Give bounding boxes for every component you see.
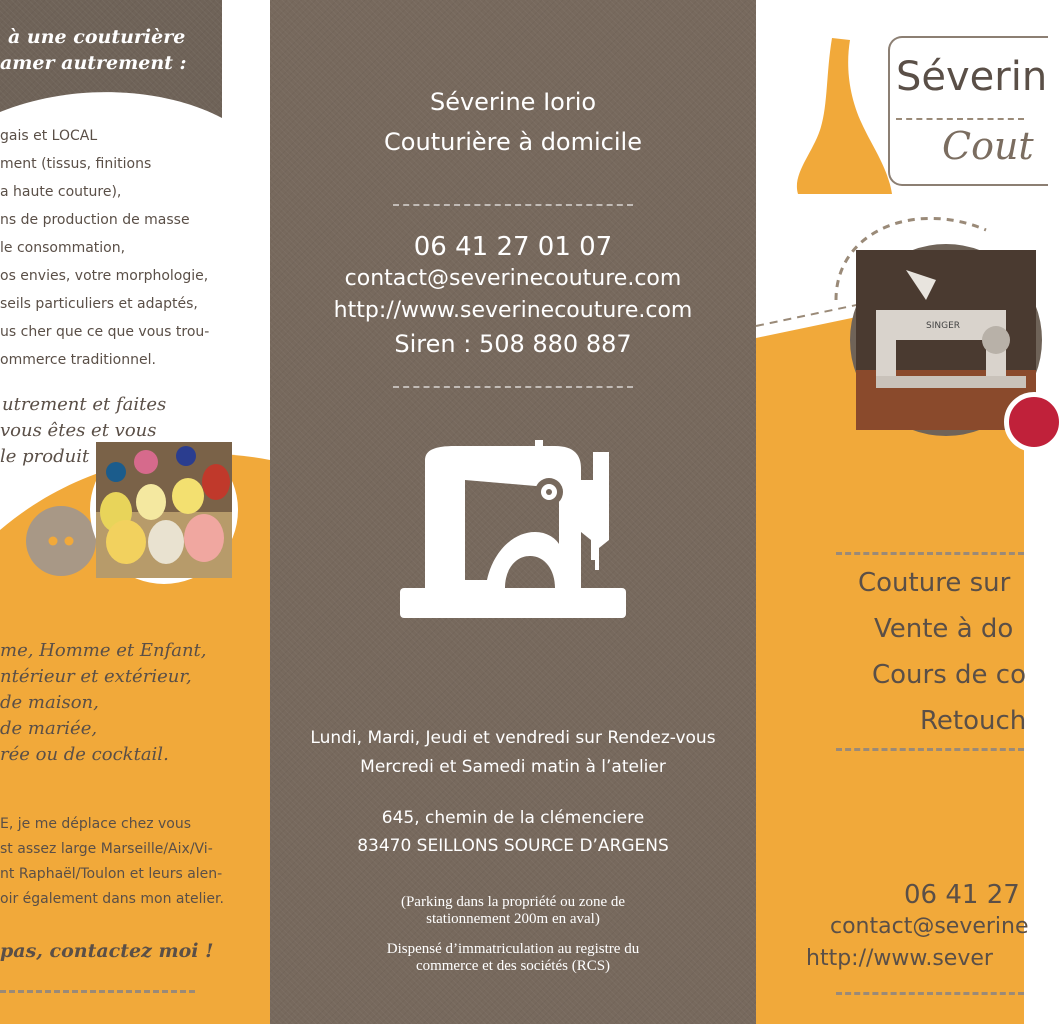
travel-line: nt Raphaël/Toulon et leurs alen- xyxy=(0,866,223,882)
middle-divider-mid xyxy=(393,386,633,388)
intro-line: us cher que ce que vous trou- xyxy=(0,324,210,340)
right-panel xyxy=(756,0,1048,1024)
parking-note xyxy=(270,894,756,928)
service-line: me, Homme et Enfant, xyxy=(0,640,207,661)
address-line-1: 645, chemin de la clémenciere xyxy=(381,808,645,828)
left-services xyxy=(0,638,207,768)
service-item: Vente à do xyxy=(874,614,1014,644)
parking-line-2: stationnement 200m en aval) xyxy=(426,911,600,927)
intro-line: ommerce traditionnel. xyxy=(0,352,156,368)
hours-line-2: Mercredi et Samedi matin à l’atelier xyxy=(360,757,666,777)
travel-line: oir également dans mon atelier. xyxy=(0,891,224,907)
service-line: de maison, xyxy=(0,692,99,713)
rcs-line-1: Dispensé d’immatriculation au registre du xyxy=(386,941,640,957)
left-travel-info xyxy=(0,812,224,912)
script-line: vous êtes et vous xyxy=(0,420,157,441)
right-services xyxy=(756,560,1027,744)
sewing-machine-icon xyxy=(395,440,631,622)
left-header-line-1: à une couturière xyxy=(8,26,186,48)
intro-line: ment (tissus, finitions xyxy=(0,156,152,172)
left-cta: pas, contactez moi ! xyxy=(0,940,214,962)
parking-line-1: (Parking dans la propriété ou zone de xyxy=(400,894,626,910)
hours-line-1: Lundi, Mardi, Jeudi et vendredi sur Rendez-vous xyxy=(310,728,716,748)
address-line-2: 83470 SEILLONS SOURCE D’ARGENS xyxy=(357,836,669,856)
contact-siren: Siren : 508 880 887 xyxy=(394,330,632,358)
services-divider-bottom xyxy=(836,748,1024,751)
left-header-line-2: amer autrement : xyxy=(0,52,187,74)
service-item: Cours de co xyxy=(872,660,1027,690)
script-line: le produit xyxy=(0,446,90,467)
left-bottom-divider xyxy=(0,990,195,993)
button-icon xyxy=(24,504,98,578)
red-fabric-photo xyxy=(1004,392,1064,452)
contact-name: Séverine Iorio xyxy=(429,88,597,116)
intro-line: os envies, votre morphologie, xyxy=(0,268,209,284)
contact-role: Couturière à domicile xyxy=(384,128,642,156)
travel-line: E, je me déplace chez vous xyxy=(0,816,192,832)
services-divider-top xyxy=(836,552,1024,555)
contact-phone[interactable]: 06 41 27 01 07 xyxy=(413,232,613,262)
logo-sub: Cout xyxy=(942,124,1034,168)
logo-divider xyxy=(896,118,1024,120)
intro-line: gais et LOCAL xyxy=(0,128,98,144)
middle-divider-top xyxy=(393,204,633,206)
machine-brand: SINGER xyxy=(926,321,961,331)
intro-line: ns de production de masse xyxy=(0,212,190,228)
logo-name: Séverin xyxy=(896,54,1048,100)
right-phone[interactable]: 06 41 27 xyxy=(904,880,1020,910)
middle-panel xyxy=(270,0,756,1024)
rcs-note xyxy=(270,941,756,975)
right-website[interactable]: http://www.sever xyxy=(806,946,993,971)
service-line: rée ou de cocktail. xyxy=(0,744,169,765)
script-line: utrement et faites xyxy=(2,394,167,415)
left-panel xyxy=(0,0,270,1024)
dress-logo-icon xyxy=(792,34,892,194)
intro-line: seils particuliers et adaptés, xyxy=(0,296,198,312)
right-email[interactable]: contact@severine xyxy=(830,914,1029,939)
service-item: Retouch xyxy=(920,706,1027,736)
service-line: ntérieur et extérieur, xyxy=(0,666,192,687)
intro-line: le consommation, xyxy=(0,240,126,256)
contact-website[interactable]: http://www.severinecouture.com xyxy=(333,298,693,323)
right-bottom-divider xyxy=(836,992,1024,995)
contact-email[interactable]: contact@severinecouture.com xyxy=(344,266,682,291)
thread-spools-photo xyxy=(90,436,238,584)
left-intro xyxy=(0,122,270,374)
service-line: de mariée, xyxy=(0,718,98,739)
service-item: Couture sur xyxy=(858,568,1011,598)
rcs-line-2: commerce et des sociétés (RCS) xyxy=(415,958,611,974)
travel-line: st assez large Marseille/Aix/Vi- xyxy=(0,841,213,857)
intro-line: a haute couture), xyxy=(0,184,122,200)
spools-illustration xyxy=(96,442,232,578)
